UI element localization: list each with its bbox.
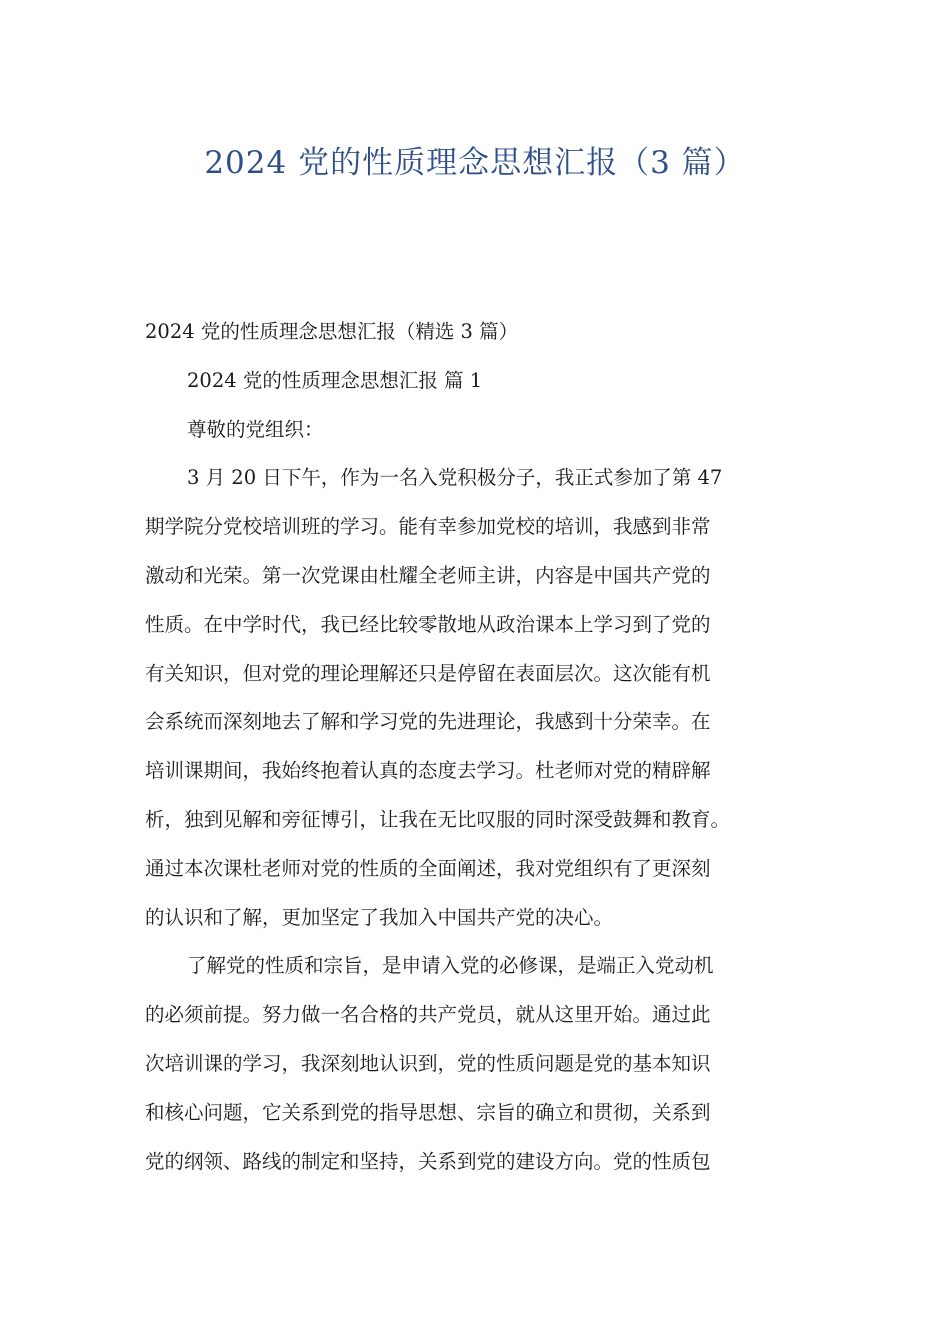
text-line: 和核心问题，它关系到党的指导思想、宗旨的确立和贯彻，关系到 — [145, 1100, 711, 1124]
document-body — [145, 308, 825, 1186]
text-line: 析，独到见解和旁征博引，让我在无比叹服的同时深受鼓舞和教育。 — [145, 807, 731, 831]
text-line: 次培训课的学习，我深刻地认识到，党的性质问题是党的基本知识 — [145, 1051, 711, 1075]
text-line: 的必须前提。努力做一名合格的共产党员，就从这里开始。通过此 — [145, 1003, 711, 1027]
document-title: 2024 党的性质理念思想汇报（3 篇） — [204, 145, 746, 181]
text-line: 3 月 20 日下午，作为一名入党积极分子，我正式参加了第 47 — [187, 466, 723, 490]
text-line: 培训课期间，我始终抱着认真的态度去学习。杜老师对党的精辟解 — [145, 759, 711, 783]
text-line: 党的纲领、路线的制定和坚持，关系到党的建设方向。党的性质包 — [145, 1149, 711, 1173]
text-line: 尊敬的党组织： — [187, 417, 324, 441]
text-line: 激动和光荣。第一次党课由杜耀全老师主讲，内容是中国共产党的 — [145, 563, 711, 587]
text-line: 通过本次课杜老师对党的性质的全面阐述，我对党组织有了更深刻 — [145, 856, 711, 880]
text-line: 有关知识，但对党的理论理解还只是停留在表面层次。这次能有机 — [145, 661, 711, 685]
text-line: 期学院分党校培训班的学习。能有幸参加党校的培训，我感到非常 — [145, 515, 711, 539]
text-line: 会系统而深刻地去了解和学习党的先进理论，我感到十分荣幸。在 — [145, 710, 711, 734]
text-line: 性质。在中学时代，我已经比较零散地从政治课本上学习到了党的 — [145, 612, 711, 636]
text-line: 了解党的性质和宗旨，是申请入党的必修课，是端正入党动机 — [187, 954, 714, 978]
text-line: 2024 党的性质理念思想汇报（精选 3 篇） — [145, 320, 519, 343]
text-line: 2024 党的性质理念思想汇报 篇 1 — [187, 368, 483, 392]
text-line: 的认识和了解，更加坚定了我加入中国共产党的决心。 — [145, 905, 614, 929]
